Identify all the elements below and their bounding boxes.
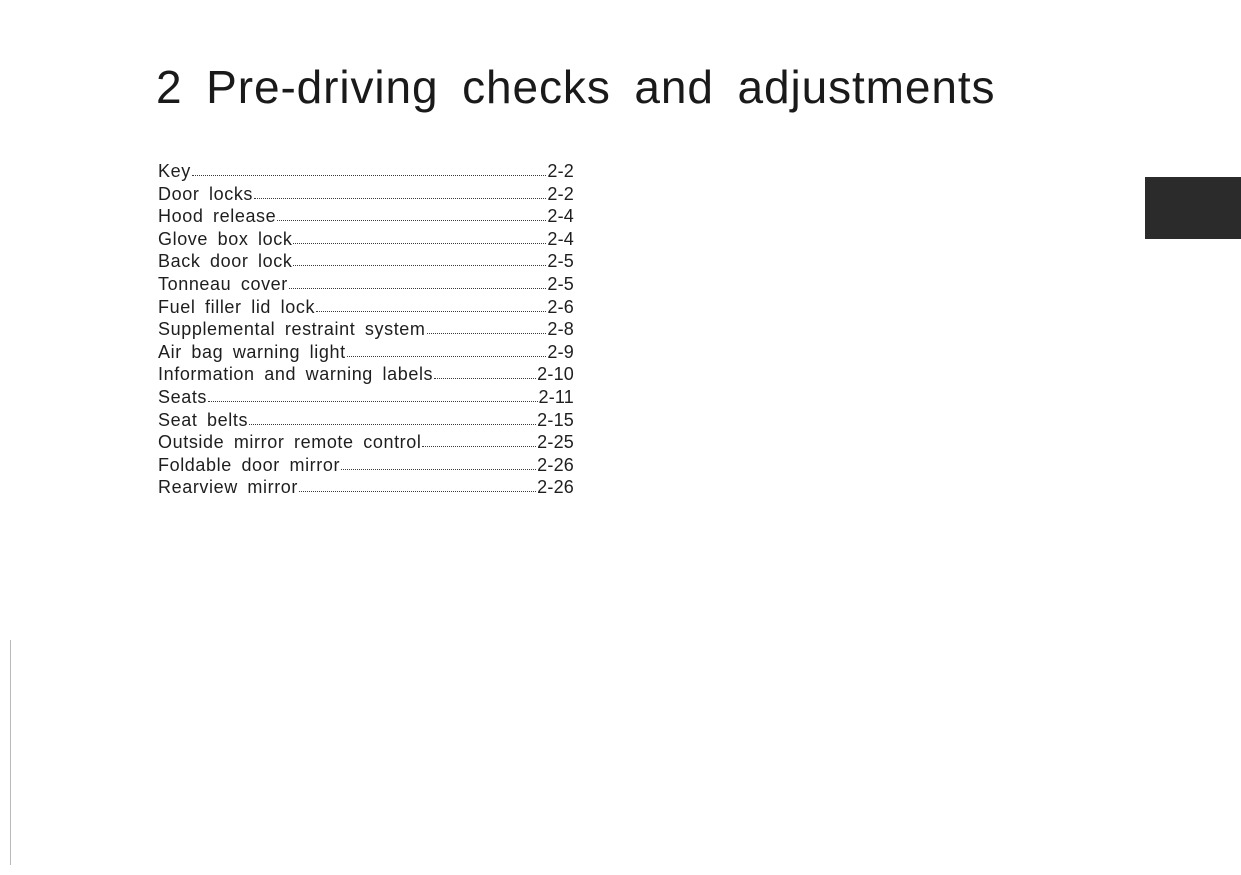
toc-entry-glove-box-lock[interactable] [158,228,574,251]
toc-leader-dots [249,420,536,425]
toc-entry-label: Seats [158,386,208,407]
toc-entry-air-bag-warning-light[interactable] [158,341,574,364]
toc-leader-dots [316,307,546,312]
toc-entry-hood-release[interactable] [158,205,574,228]
page-edge-rule [10,640,11,865]
toc-entry-page: 2-5 [547,251,574,272]
toc-leader-dots [347,352,547,357]
toc-entry-label: Tonneau cover [158,273,288,294]
toc-leader-dots [293,239,546,244]
toc-entry-page: 2-2 [547,161,574,181]
toc-entry-page: 2-5 [547,273,574,294]
toc-entry-page: 2-10 [537,364,574,385]
toc-entry-page: 2-4 [547,228,574,249]
toc-entry-label: Seat belts [158,409,249,430]
toc-entry-tonneau-cover[interactable] [158,273,574,296]
toc-leader-dots [293,261,546,266]
table-of-contents [158,160,574,499]
chapter-thumb-tab [1145,177,1241,239]
toc-entry-label: Key [158,161,191,181]
toc-entry-door-locks[interactable] [158,183,574,206]
toc-entry-label: Back door lock [158,251,293,272]
toc-entry-key[interactable] [158,160,574,183]
toc-entry-outside-mirror-remote-control[interactable] [158,431,574,454]
toc-entry-page: 2-15 [537,409,574,430]
toc-entry-page: 2-6 [547,296,574,317]
toc-leader-dots [427,329,547,334]
toc-entry-label: Supplemental restraint system [158,319,426,340]
toc-entry-label: Door locks [158,183,254,204]
toc-leader-dots [254,194,546,199]
toc-entry-rearview-mirror[interactable] [158,476,574,499]
toc-entry-foldable-door-mirror[interactable] [158,454,574,477]
toc-leader-dots [192,171,547,176]
toc-entry-information-and-warning-labels[interactable] [158,363,574,386]
toc-entry-page: 2-4 [547,206,574,227]
toc-entry-fuel-filler-lid-lock[interactable] [158,296,574,319]
toc-entry-seat-belts[interactable] [158,409,574,432]
toc-entry-supplemental-restraint-system[interactable] [158,318,574,341]
toc-entry-label: Fuel filler lid lock [158,296,316,317]
toc-entry-label: Information and warning labels [158,364,434,385]
toc-entry-label: Foldable door mirror [158,454,341,475]
toc-entry-page: 2-8 [547,319,574,340]
toc-entry-label: Rearview mirror [158,477,299,498]
toc-entry-page: 2-25 [537,432,574,453]
toc-entry-page: 2-11 [538,386,574,407]
toc-leader-dots [289,284,546,289]
toc-entry-back-door-lock[interactable] [158,250,574,273]
toc-entry-label: Air bag warning light [158,341,346,362]
toc-entry-page: 2-26 [537,477,574,498]
toc-entry-label: Glove box lock [158,228,293,249]
toc-entry-page: 2-2 [547,183,574,204]
toc-entry-page: 2-26 [537,454,574,475]
toc-entry-page: 2-9 [547,341,574,362]
toc-leader-dots [422,442,536,447]
toc-leader-dots [299,487,536,492]
toc-leader-dots [341,465,536,470]
toc-leader-dots [277,216,546,221]
toc-entry-label: Hood release [158,206,277,227]
toc-leader-dots [208,397,537,402]
toc-entry-label: Outside mirror remote control [158,432,422,453]
toc-leader-dots [434,374,536,379]
toc-entry-seats[interactable] [158,386,574,409]
chapter-title: 2 Pre-driving checks and adjustments [156,61,996,113]
